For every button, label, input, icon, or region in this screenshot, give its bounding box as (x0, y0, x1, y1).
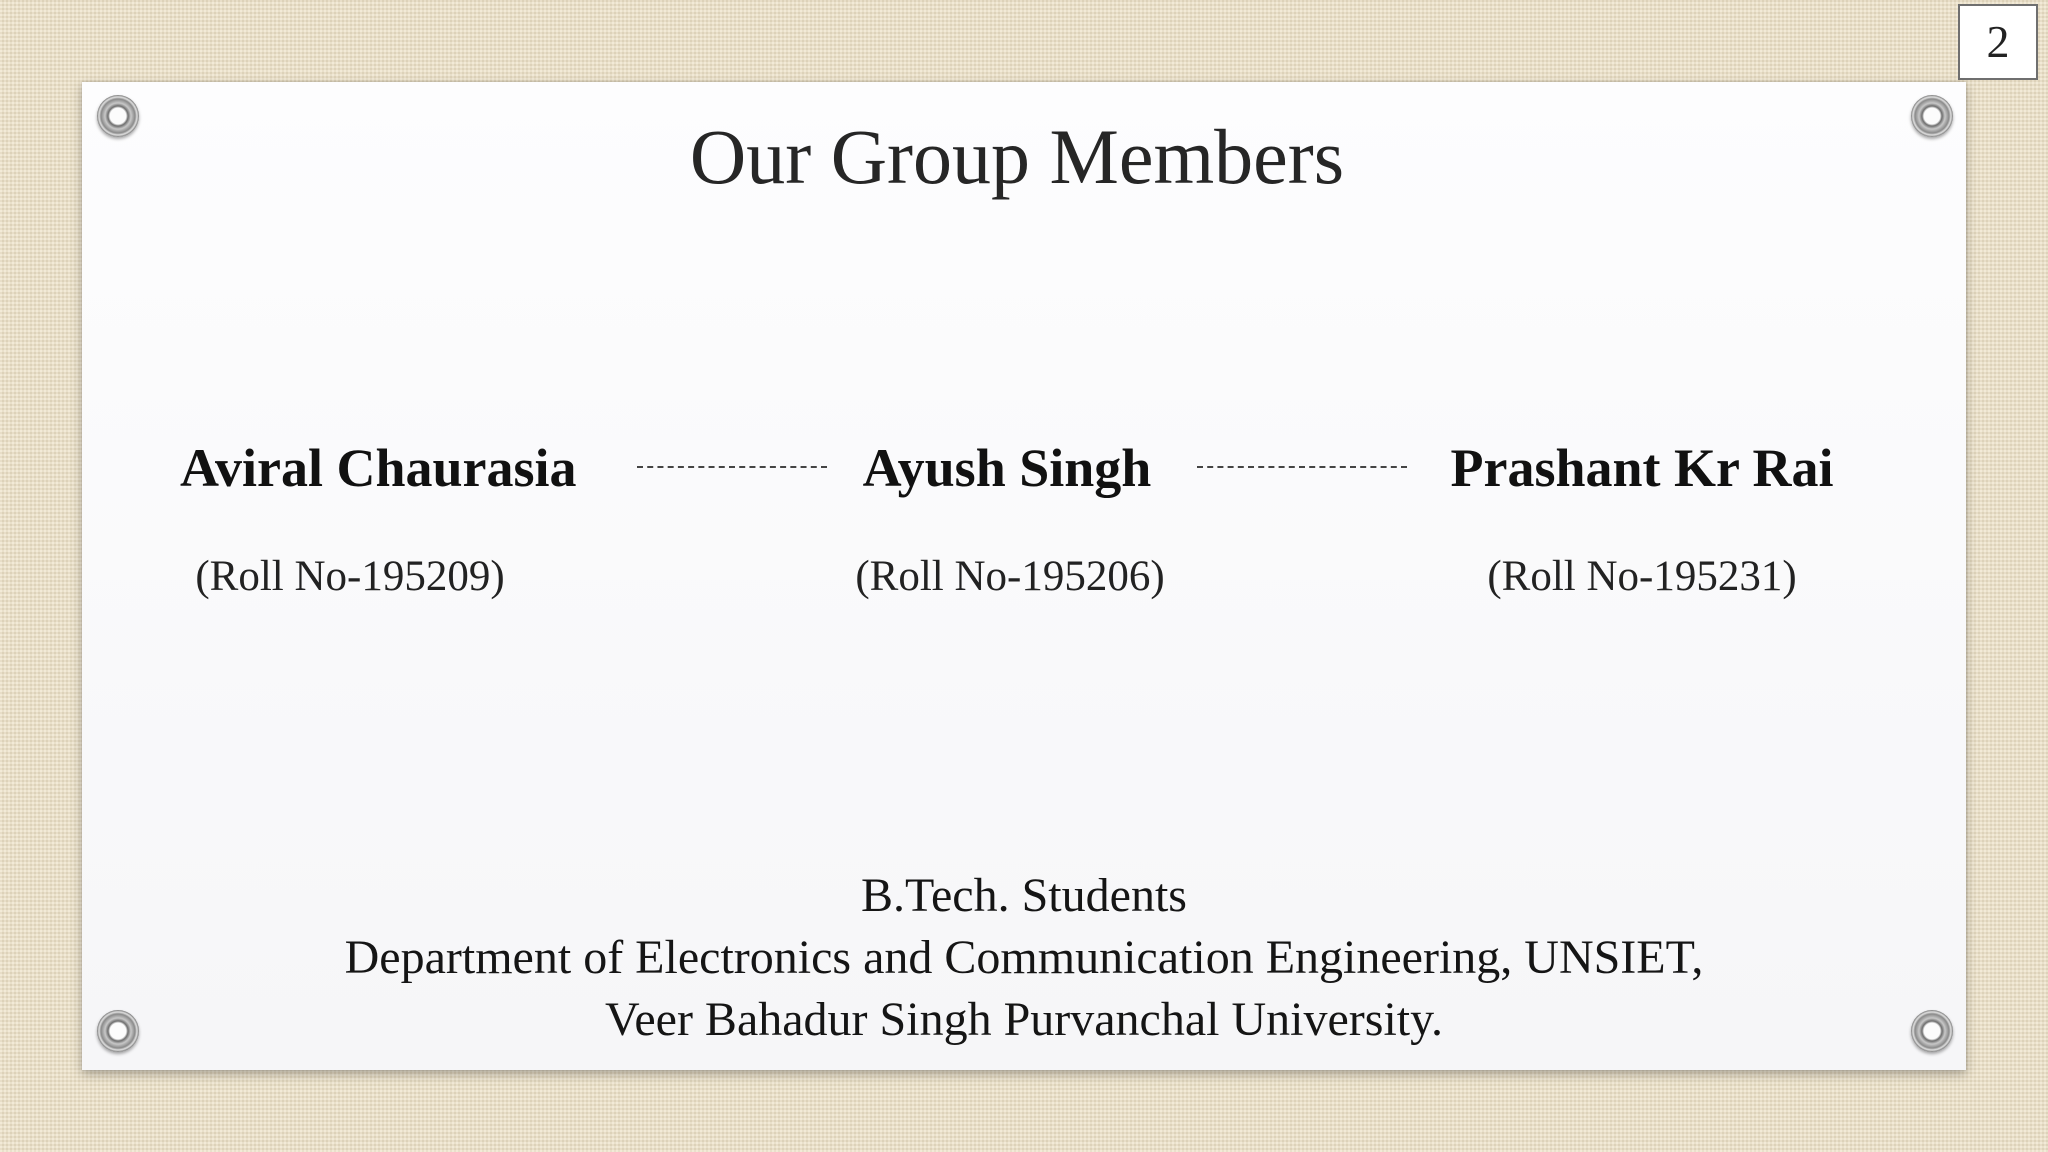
dashed-connector (637, 466, 827, 468)
member-roll-1: (Roll No-195209) (195, 553, 505, 600)
slide-number: 2 (1958, 4, 2038, 80)
content-card (82, 82, 1966, 1070)
member-name-1: Aviral Chaurasia (180, 438, 577, 498)
member-roll-3: (Roll No-195231) (1487, 553, 1797, 600)
slide-title: Our Group Members (689, 113, 1345, 200)
member-roll-2: (Roll No-195206) (855, 553, 1165, 600)
dashed-connector (1197, 466, 1407, 468)
footer-line-3: Veer Bahadur Singh Purvanchal University. (604, 993, 1444, 1046)
footer-line-1: B.Tech. Students (861, 869, 1187, 922)
member-name-3: Prashant Kr Rai (1450, 438, 1834, 498)
footer-line-2: Department of Electronics and Communication Engineering, UNSIET, (344, 931, 1704, 984)
member-name-2: Ayush Singh (862, 438, 1152, 498)
